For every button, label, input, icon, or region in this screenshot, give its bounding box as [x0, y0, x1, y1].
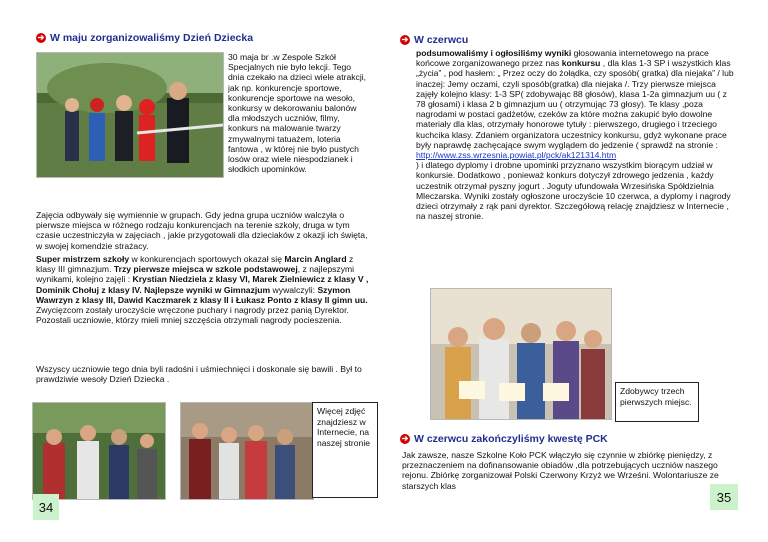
results-paragraph: Super mistrzem szkoły w konkurencjach sportowych okazał się Marcin Anglard z klasy III gimnazjum. Trzy pierwsze miejsca w szkole podstawowej, z najlepszymi wynikami, kolejno zajęli : Krystian Niedziela z klasy VI, Marek Zielniewicz z klasy V , Dominik Chołuj z klasy IV. Najlepsze wyniki w Gimnazjum wywalczyli: Szymon Wawrzyn z klasy III, Dawid Kaczmarek z klasy II i Łukasz Ponto z klasy II gimn uu. Zwycięzcom zostały uroczyście wręczone puchary i nagrody przez panią Dyrektor. Pozostali uczniowie, którzy mieli mniej szczęścia otrzymali nagrody pocieszenia.: [36, 254, 369, 326]
closing-paragraph: Wszyscy uczniowie tego dnia byli radośni i uśmiechnięci i doskonale się bawili . Był to prawdziwie wesoły Dzień Dziecka .: [36, 364, 362, 385]
photo-firefighter-hose: [36, 52, 224, 178]
photo-winners: [430, 288, 612, 420]
photo-award-ceremony: [32, 402, 166, 500]
pck-paragraph: Jak zawsze, nasze Szkolne Koło PCK włączyło się czynnie w zbiórkę pieniędzy, z przeznaczeniem na dofinansowanie obiadów ,dla potrzebujących uczniów naszego rejonu. Zbiórkę zorganizował Polski Czerwony Krzyż we Wrześni. Wolontariusze ze starszych klas: [402, 450, 719, 491]
page-number-right: 35: [710, 484, 738, 510]
intro-paragraph: 30 maja br .w Zespole Szkół Specjalnych nie było lekcji. Tego dnia czekało na dzieci wiele atrakcji, jak np. konkurencje sportowe, konkurencje sportowe na wesoło, konkursy w dekorowaniu balonów dla młodszych uczniów, filmy, konkurs na malowanie twarzy zmywalnymi tatuażem, loteria fantowa , w której nie było pustych losów oraz wiele niespodzianek i słodkich upominków.: [228, 52, 367, 175]
photo-firefighters-children: [180, 402, 314, 500]
section-heading-june: ➔ W czerwcu: [401, 34, 469, 46]
more-photos-caption: Więcej zdjęć znajdziesz w Internecie, na naszej stronie: [312, 402, 378, 498]
arrow-bullet-icon: ➔: [401, 35, 409, 44]
groups-paragraph: Zajęcia odbywały się wymiennie w grupach. Gdy jedna grupa uczniów walczyła o pierwsze miejsca w różnego rodzaju konkurencjach na terenie szkoły, druga w tym czasie uczestniczyła w zajęciach , jakie przygotowali dla dzieciaków z okazji ich święta, w swojej komendzie strażacy.: [36, 210, 368, 251]
winners-caption: Zdobywcy trzech pierwszych miejsc.: [615, 382, 699, 422]
website-link[interactable]: http://www.zss.wrzesnia.powiat.pl/pck/ak121314.htm: [416, 150, 617, 161]
arrow-bullet-icon: ➔: [37, 33, 45, 42]
contest-paragraph: podsumowaliśmy i ogłosiliśmy wyniki głosowania internetowego na prace końcowe zorganizowanego przez nas konkursu , dla klas 1-3 SP i wszystkich klas „życia” , pod hasłem: „ Przez oczy do żołądka, czy sposób( gratka) dla niejaka” / lub inaczej: Jemy oczami, czyli sposób(gratka) dla niejaka /. Trzy pierwsze miejsca zajęły kolejno klasy: 1-3 SP( zdobywając 88 głosów), klasa 1-2a gimnazjum uu ( z 78 głosami) i klasa 2 b gimnazjum uu ( otrzymując 73 głosy). Te klasy ,poza nagrodami w postaci gadżetów, czeków za które można zakupić było dowolne materiały dla klas, otrzymały honorowe tytuły : pierwszego, drugiego i trzeciego kuchcika klasy. Zdaniem organizatora uczestnicy konkursu, gdyż wykonane prace były naprawdę zachęcające swym wyglądem do jedzenie ( sprawdź na stronie : http://www.zss.wrzesnia.powiat.pl/pck/ak121314.htm ) i dlatego dyplomy i drobne upominki przyznano wszystkim biorącym udział w konkursie. Dodatkowo , ponieważ konkurs dotyczył zdrowego jedzenia , każdy uczestnik otrzymał pyszny jogurt . Joguty ufundowała Wrzesińska Spółdzielnia Mleczarska. Wyniki zostały ogłoszone uroczyście 10 czerwca, a dyplomy i nagrody dzieci otrzymały z rąk pani dyrektor. Szczegółową relację znajdziesz w Internecie , na naszej stronie.: [416, 48, 734, 222]
section-heading-children-day: ➔ W maju zorganizowaliśmy Dzień Dziecka: [37, 32, 254, 44]
section-heading-pck: ➔ W czerwcu zakończyliśmy kwestę PCK: [401, 433, 608, 445]
arrow-bullet-icon: ➔: [401, 434, 409, 443]
page-number-left: 34: [33, 494, 59, 520]
